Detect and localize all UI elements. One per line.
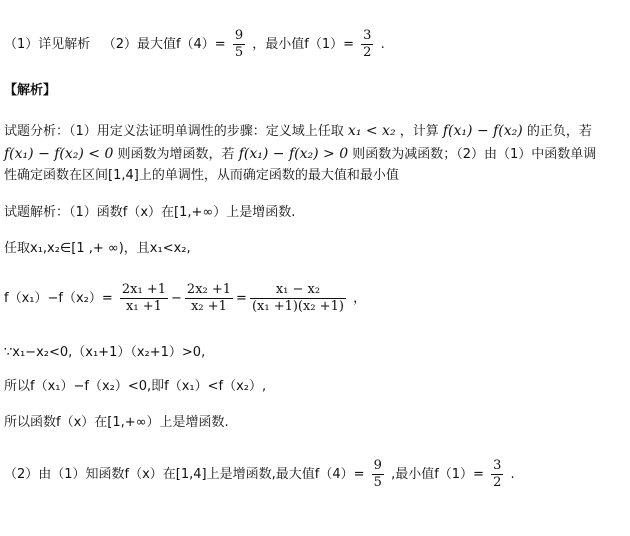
section-title: 【解析】: [4, 83, 57, 98]
equation-frac-1: $\frac{\text{2x₁ +1}}{\text{x₁ +1}}$: [121, 282, 167, 314]
equation-frac-2: $\frac{\text{2x₂ +1}}{\text{x₂ +1}}$: [186, 282, 232, 314]
equation-frac-3: $\frac{\text{x₁ − x₂}}{\text{(x₁ +1)(x₂ +1)}}$: [251, 282, 344, 314]
solution-equation: f（x₁）−f（x₂）= $\frac{\text{2x₁ +1}}{\text{x₁ +1}}$ − $\frac{\text{2x₂ +1}}{\text{x₂ +1}}$ = $\frac{\text{x₁ − x₂}}{\text{(x₁ +1)(x₂ +1)}}$ ，: [4, 282, 367, 314]
solution-line-4: ∵x₁−x₂<0,（x₁+1）（x₂+1）>0,: [4, 345, 206, 360]
solution-line-1: 试题解析：（1）函数f（x）在[1,+∞）上是增函数.: [4, 205, 296, 220]
answer-part2-prefix: （2）最大值f（4）=: [102, 37, 226, 52]
solution-line-6: 所以函数f（x）在[1,+∞）上是增函数.: [4, 415, 229, 430]
answer-max-fraction: $\frac{9}{5}$: [234, 28, 244, 60]
analysis-line-3: 性确定函数在区间[1,4]上的单调性，从而确定函数的最大值和最小值: [4, 168, 399, 183]
analysis-line-2: f(x₁) − f(x₂) < 0 则函数为增函数，若 f(x₁) − f(x₂) > 0 则函数为减函数；（2）由（1）中函数单调: [4, 146, 597, 162]
solution-line-5: 所以f（x₁）−f（x₂）<0,即f（x₁）<f（x₂）,: [4, 379, 267, 394]
equation-prefix: f（x₁）−f（x₂）=: [4, 291, 113, 306]
answer-min-fraction: $\frac{3}{2}$: [363, 28, 372, 60]
answer-part1: （1）详见解析: [4, 37, 91, 52]
analysis-diff-expr: f(x₁) − f(x₂): [442, 123, 523, 139]
solution-max-fraction: $\frac{9}{5}$: [373, 458, 382, 490]
answer-end: .: [380, 37, 385, 52]
analysis-x1-lt-x2: x₁ < x₂: [347, 123, 396, 139]
answer-min-prefix: ，最小值f（1）=: [252, 37, 355, 52]
answer-line: [4, 28, 385, 61]
analysis-line-1: 试题分析：（1）用定义法证明单调性的步骤：定义域上任取 x₁ < x₂ ，计算 f(x₁) − f(x₂) 的正负，若: [4, 123, 592, 139]
equation-suffix: ，: [353, 291, 367, 306]
solution-min-fraction: $\frac{3}{2}$: [493, 458, 502, 490]
analysis-diff-gt0: f(x₁) − f(x₂) > 0: [238, 146, 349, 162]
solution-line-7: （2）由（1）知函数f（x）在[1,4]上是增函数,最大值f（4）= $\frac{9}{5}$ ,最小值f（1）= $\frac{3}{2}$ .: [4, 458, 515, 490]
analysis-diff-lt0: f(x₁) − f(x₂) < 0: [4, 146, 114, 162]
solution-line-2: 任取x₁,x₂∈[1 ,+ ∞)，且x₁<x₂,: [4, 241, 191, 256]
